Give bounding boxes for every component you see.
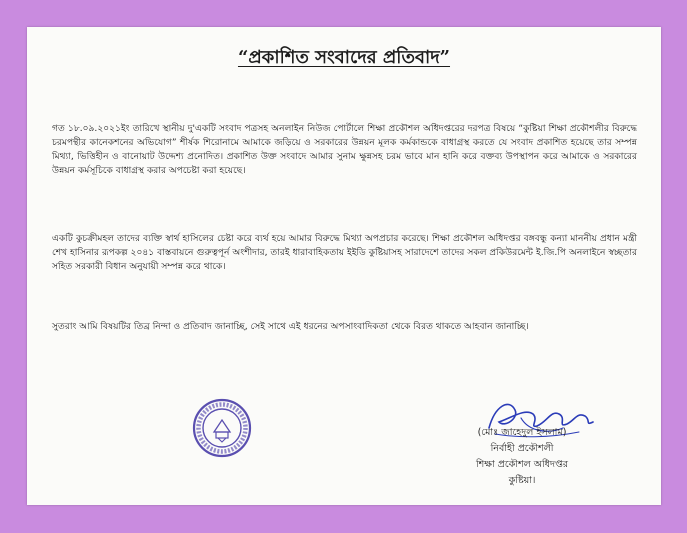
paragraph-1: গত ১৮.০৯.২০২১ইং তারিখে স্থানীয় দু'একটি সংবাদ পত্রসহ অনলাইন নিউজ পোর্টালে শিক্ষা প্রকৌশল অধিদপ্তরের দরপত্র বিষয়ে “কুষ্টিয়া শিক্ষা প্রকৌশলীর বিরুদ্ধে চরমপন্থীর কানেকশনের অভিযোগ” শীর্ষক শিরোনামে আমাকে জড়িয়ে ও সরকারের উন্নয়ন মূলক কর্মকান্ডকে বাধাগ্রস্থ করতে যে সংবাদ প্রকাশিত হয়েছে তার সম্পন্ন মিথ্যা, ভিত্তিহীন ও বানোয়াট উদ্দেশ্য প্রনোদিত। প্রকাশিত উক্ত সংবাদে আমার সুনাম ক্ষুন্নসহ চরম ভাবে মান হানি করে বক্তব্য উপস্থাপন করে আমাকে ও সরকারের উন্নয়ন কর্মসূচিকে বাধাগ্রস্থ করার অপচেষ্টা করা হয়েছে। xyxy=(52,124,637,176)
paragraph-3: সুতরাং আমি বিষয়টির তিব্র নিন্দা ও প্রতিবাদ জানাচ্ছি, সেই সাথে এই ধরনের অপসাংবাদিকতা থেকে বিরত থাকতে আহবান জানাচ্ছি। xyxy=(52,322,529,332)
document-title: “প্রকাশিত সংবাদের প্রতিবাদ” xyxy=(237,47,451,68)
signatory-name: (মোঃ জাহেদুল ইসলাম) xyxy=(477,427,567,438)
signature-block xyxy=(422,425,622,489)
paragraph-2: একটি কুচক্রীমহল তাদের ব্যক্তি স্বার্থ হাসিলের চেষ্টা করে ব্যর্থ হয়ে আমার বিরুদ্ধে মিথ্যা অপপ্রচার করেছে। শিক্ষা প্রকৌশল অধিদপ্তর বঙ্গবন্ধু কন্যা মাননীয় প্রধান মন্ত্রী শেখ হাসিনার রূপকল্প ২০৪১ বাস্তবায়নে গুরুত্বপূর্ন অংশীদার, তারই ধারাবাহিকতায় ইইডি কুষ্টিয়াসহ সারাদেশে তাদের সকল প্রকিউরমেন্ট ই.জি.পি অনলাইনে স্বচ্ছতার সহিত সরকারী বিধান অনুযায়ী সম্পন্ন করে থাকে। xyxy=(52,234,637,272)
official-seal-icon xyxy=(192,398,252,458)
document-page xyxy=(27,27,661,505)
signatory-designation: নির্বাহী প্রকৌশলী xyxy=(490,443,554,454)
signatory-location: কুষ্টিয়া। xyxy=(508,475,536,486)
signatory-office: শিক্ষা প্রকৌশল অধিদপ্তর xyxy=(475,459,569,470)
